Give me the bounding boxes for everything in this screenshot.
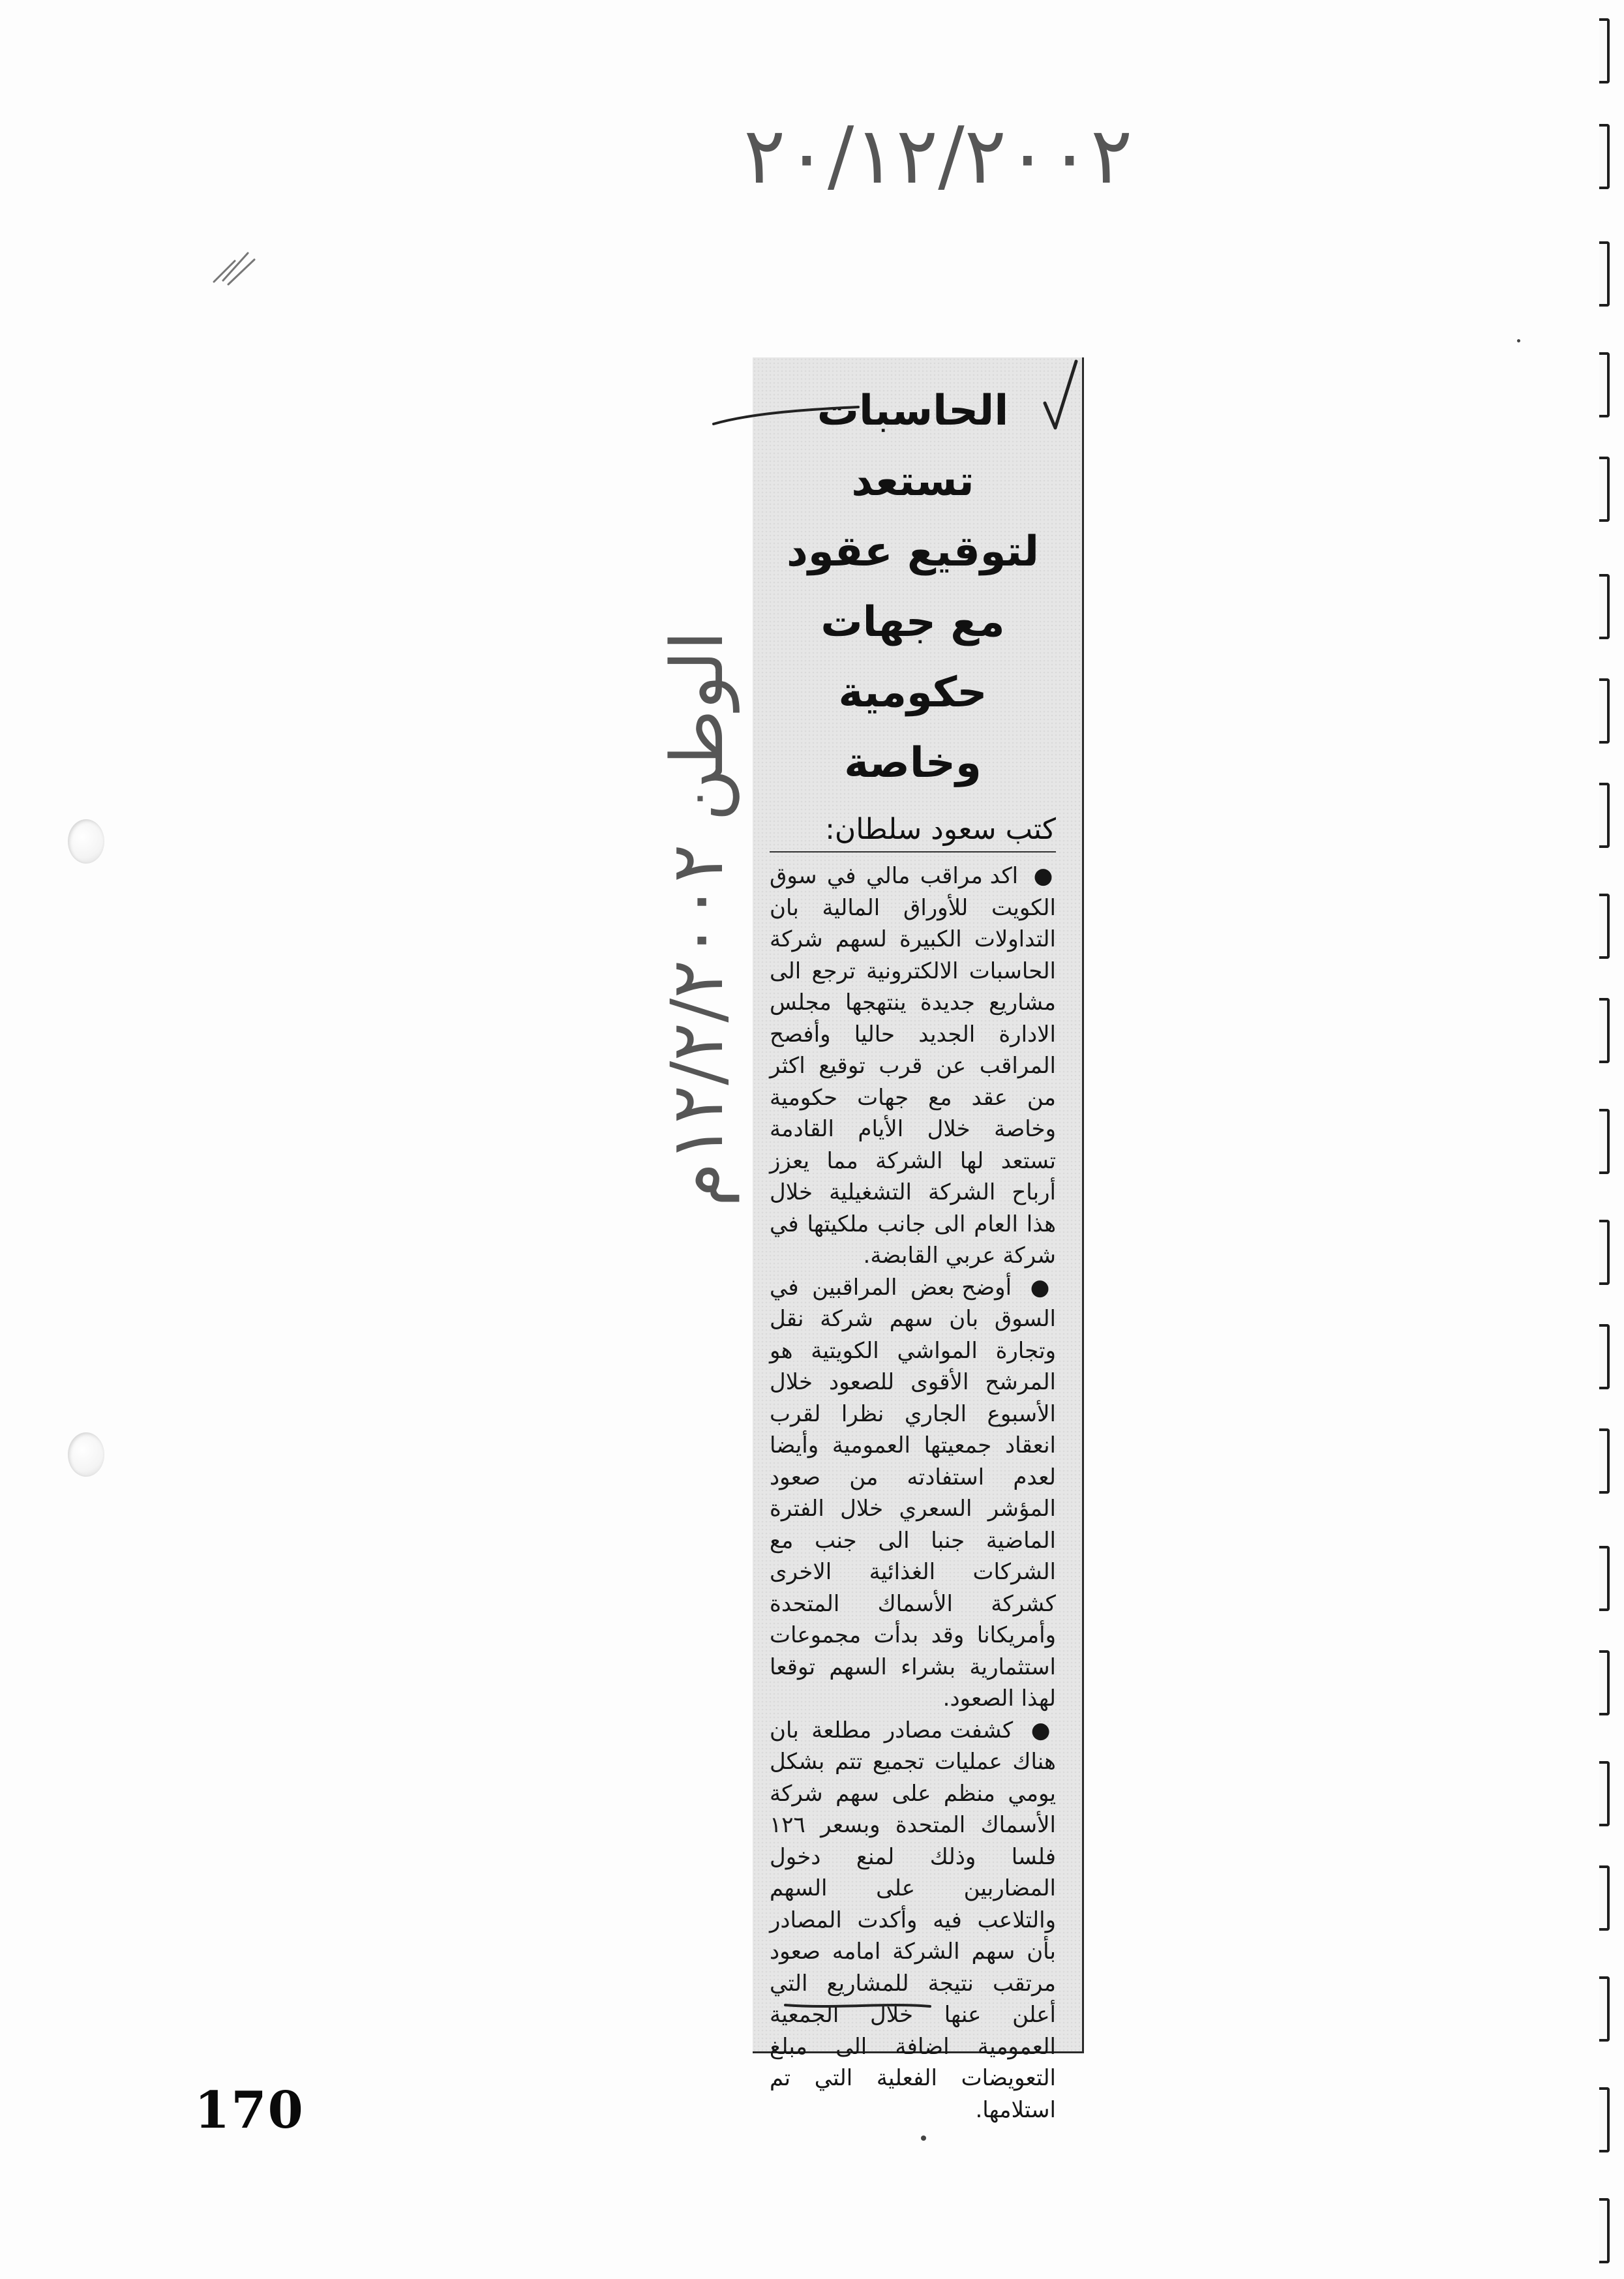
binding-slot (1599, 241, 1610, 307)
binding-slot (1599, 1865, 1610, 1931)
binding-slot (1599, 894, 1610, 959)
binding-slot (1599, 352, 1610, 417)
binding-slot (1599, 2198, 1610, 2263)
pen-underline-stroke (711, 404, 861, 430)
binding-slot (1599, 1324, 1610, 1389)
pen-end-stroke (783, 1996, 933, 2015)
dust-speck (921, 2136, 926, 2141)
newspaper-clipping (753, 357, 1084, 2123)
binding-slot (1599, 124, 1610, 189)
binding-slot (1599, 1761, 1610, 1826)
handwritten-source-note: الوطن ١٢/٢/٢٠٠٢م (655, 631, 739, 1207)
article-byline: كتب سعود سلطان: (770, 813, 1056, 853)
dust-speck (1517, 339, 1520, 342)
handwritten-date-note: ٢٠/١٢/٢٠٠٢ (744, 111, 1133, 202)
paragraph-text: أوضح بعض المراقبين في السوق بان سهم شركة نقل وتجارة المواشي الكويتية هو المرشح الأقوى للصعود خلال الأسبوع الجاري نظرا لقرب انعقاد جمعيتها العمومية وأيضا لعدم استفادته من صعود المؤشر السعري خلال الفترة الماضية جنبا الى جنب مع الشركات الغذائية الاخرى كشركة الأسماك المتحدة وأمريكانا وقد بدأت مجموعات استثمارية بشراء السهم توقعا لهذا الصعود. (770, 1274, 1056, 1712)
bullet-icon: ● (1033, 863, 1056, 889)
article-paragraph (770, 860, 1056, 1272)
binding-slot (1599, 1546, 1610, 1611)
article-headline (770, 376, 1056, 798)
bullet-icon: ● (1030, 1274, 1057, 1301)
binding-slot (1599, 1428, 1610, 1494)
article-paragraph (770, 1715, 1056, 2126)
pencil-scribble (209, 248, 261, 287)
binding-slot (1599, 1650, 1610, 1715)
binding-slot (1599, 574, 1610, 639)
bullet-icon: ● (1030, 1717, 1057, 1743)
binding-slot (1599, 18, 1610, 83)
check-mark-icon (1041, 357, 1080, 436)
binding-slot (1599, 1109, 1610, 1174)
binding-slot (1599, 1976, 1610, 2042)
binding-slot (1599, 457, 1610, 522)
article-paragraph (770, 1272, 1056, 1715)
paragraph-text: اكد مراقب مالي في سوق الكويت للأوراق المالية بان التداولات الكبيرة لسهم شركة الحاسبات الالكترونية ترجع الى مشاريع جديدة ينتهجها مجلس الادارة الجديد حاليا وأفصح المراقب عن قرب توقيع اكثر من عقد مع جهات حكومية وخاصة خلال الأيام القادمة تستعد لها الشركة مما يعزز أرباح الشركة التشغيلية خلال هذا العام الى جانب ملكيتها في شركة عربي القابضة. (770, 863, 1056, 1269)
punch-hole (68, 1432, 104, 1477)
paragraph-text: كشفت مصادر مطلعة بان هناك عمليات تجميع تتم بشكل يومي منظم على سهم شركة الأسماك المتحدة وبسعر ١٢٦ فلسا وذلك لمنع دخول المضاربين على السهم والتلاعب فيه وأكدت المصادر بأن سهم الشركة امامه صعود مرتقب نتيجة للمشاريع التي أعلن عنها خلال الجمعية العمومية اضافة الى مبلغ التعويضات الفعلية التي تم استلامها. (770, 1717, 1056, 2123)
headline-line: حكومية وخاصة (838, 669, 987, 787)
headline-line: لتوقيع عقود مع جهات (786, 528, 1040, 646)
punch-hole (68, 819, 104, 864)
binding-slot (1599, 998, 1610, 1063)
binding-slot (1599, 783, 1610, 848)
binding-slot (1599, 1220, 1610, 1285)
binding-slot (1599, 2087, 1610, 2152)
page-number: 170 (194, 2081, 305, 2140)
binding-strip (1578, 0, 1624, 2279)
headline-line: الحاسبات تستعد (817, 387, 1009, 506)
binding-slot (1599, 678, 1610, 744)
